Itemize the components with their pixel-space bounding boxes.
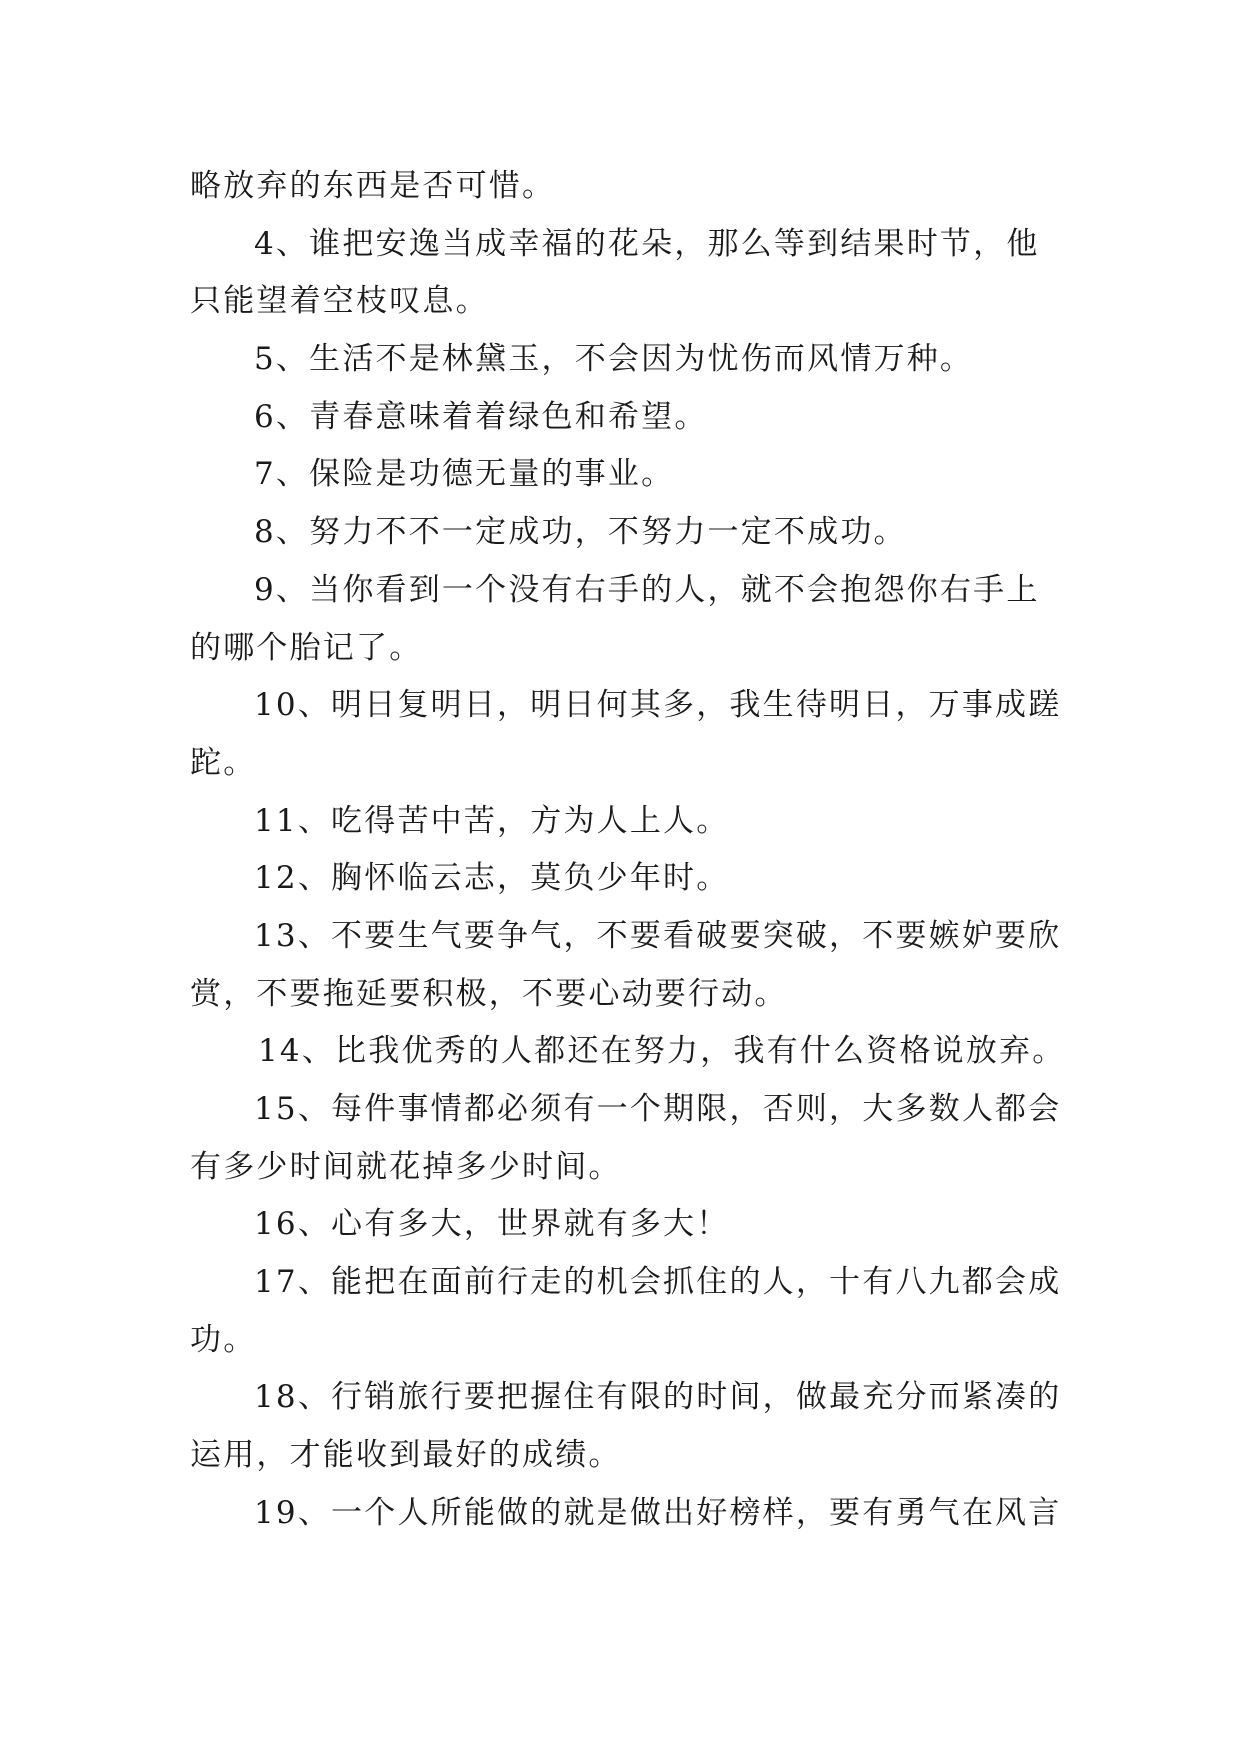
text-line: 赏，不要拖延要积极，不要心动要行动。 <box>190 975 788 1012</box>
text-line: 18、行销旅行要把握住有限的时间，做最充分而紧凑的 <box>254 1379 1062 1416</box>
text-line: 19、一个人所能做的就是做出好榜样，要有勇气在风言 <box>254 1494 1062 1531</box>
text-line: 4、谁把安逸当成幸福的花朵，那么等到结果时节，他 <box>254 225 1040 262</box>
text-line: 16、心有多大，世界就有多大！ <box>254 1206 730 1243</box>
text-line: 运用，才能收到最好的成绩。 <box>190 1437 622 1474</box>
text-line: 17、能把在面前行走的机会抓住的人，十有八九都会成 <box>254 1264 1062 1301</box>
text-line: 10、明日复明日，明日何其多，我生待明日，万事成蹉 <box>254 687 1062 724</box>
text-line: 功。 <box>190 1321 257 1358</box>
text-line: 14、比我优秀的人都还在努力，我有什么资格说放弃。 <box>258 1033 1066 1070</box>
text-line: 7、保险是功德无量的事业。 <box>254 456 675 493</box>
text-line: 略放弃的东西是否可惜。 <box>190 168 556 204</box>
text-line: 的哪个胎记了。 <box>190 629 423 666</box>
text-line: 11、吃得苦中苦，方为人上人。 <box>254 802 730 839</box>
text-line: 有多少时间就花掉多少时间。 <box>190 1148 622 1185</box>
text-line: 跎。 <box>190 744 257 781</box>
text-line: 8、努力不不一定成功，不努力一定不成功。 <box>254 514 907 551</box>
text-line: 9、当你看到一个没有右手的人，就不会抱怨你右手上 <box>254 571 1040 608</box>
text-line: 只能望着空枝叹息。 <box>190 283 489 320</box>
text-line: 5、生活不是林黛玉，不会因为忧伤而风情万种。 <box>254 341 974 378</box>
text-line: 15、每件事情都必须有一个期限，否则，大多数人都会 <box>254 1091 1062 1127</box>
text-line: 13、不要生气要争气，不要看破要突破，不要嫉妒要欣 <box>254 917 1062 954</box>
text-line: 6、青春意味着着绿色和希望。 <box>254 398 708 435</box>
text-line: 12、胸怀临云志，莫负少年时。 <box>254 860 730 897</box>
body-text <box>190 158 1066 1543</box>
